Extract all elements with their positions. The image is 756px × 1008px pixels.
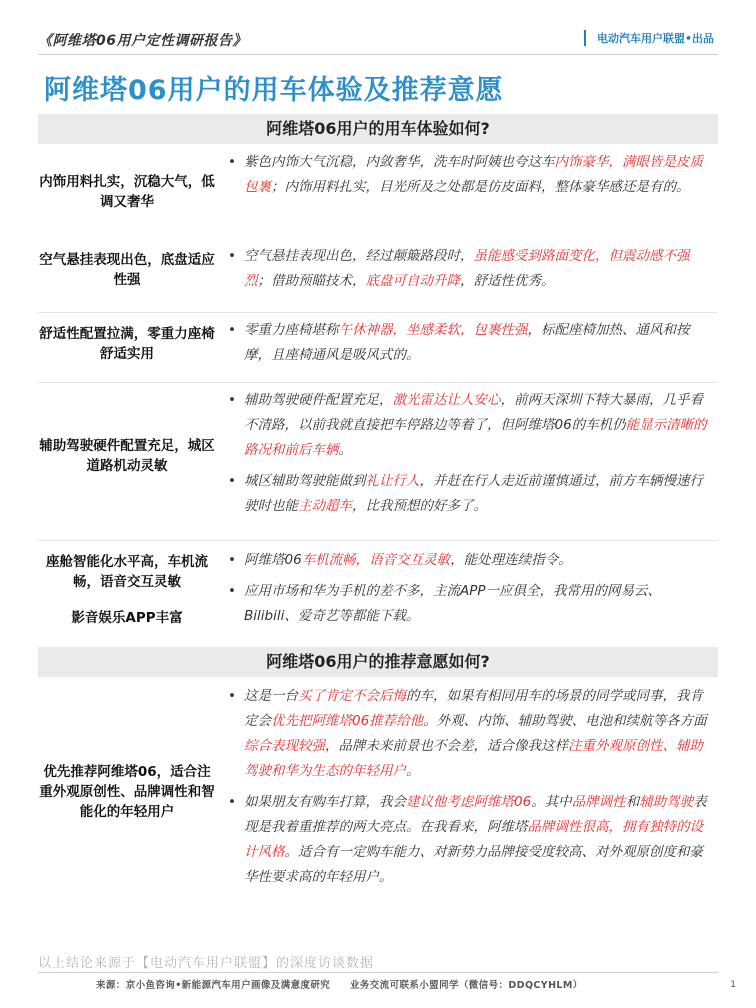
body-text: 零重力座椅堪称: [244, 322, 339, 338]
row-body: [228, 548, 708, 635]
section-experience-header: 阿维塔06用户的用车体验如何?: [38, 114, 718, 144]
footer-rule: [38, 972, 718, 973]
body-text: 的车，如果有相同用车的场景的同学或同事，我肯定会: [244, 688, 703, 729]
body-text: 表现是我着重推荐的两大亮点。在我看来，阿维塔: [244, 794, 707, 835]
row-divider: [38, 382, 718, 383]
bullet-item: [228, 318, 708, 368]
highlight-text: 虽能感受到路面变化，但震动感不强烈: [244, 248, 690, 289]
body-text: ，能处理连续指令。: [450, 552, 572, 568]
body-text: ，舒适性优秀。: [460, 273, 555, 289]
highlight-text: 底盘可自动升降: [365, 273, 460, 289]
bullet-item: [228, 579, 708, 629]
body-text: 。适合有一定购车能力、对新势力品牌接受度较高、对外观原创度和豪华性要求高的年轻用户。: [244, 844, 703, 885]
highlight-text: 优先把阿维塔06推荐给他: [271, 713, 424, 729]
body-text: 如果朋友有购车打算，我会: [244, 794, 406, 810]
report-header: [0, 0, 756, 58]
body-text: 辅助驾驶硬件配置充足，: [244, 392, 393, 408]
row-body: [228, 684, 708, 896]
tag-divider: [584, 30, 586, 46]
row-interior: [38, 150, 718, 240]
page-title: 阿维塔06用户的用车体验及推荐意愿: [44, 75, 504, 106]
row-adas: [38, 388, 718, 538]
footer-source: 来源：京小鱼咨询•新能源汽车用户画像及满意度研究 业务交流可联系小盟同学（微信号：DDQCYHLM）: [96, 980, 583, 991]
body-text: ，前两天深圳下特大暴雨，几乎看不清路，以前我就直接把车停路边等着了，但阿维塔06的车机仍: [244, 392, 703, 433]
body-text: 城区辅助驾驶能做到: [244, 473, 366, 489]
body-text: 应用市场和华为手机的差不多，主流APP一应俱全，我常用的网易云、Bilibili、爱奇艺等都能下载。: [244, 583, 662, 624]
highlight-text: 激光雷达让人安心: [392, 392, 501, 408]
page-number: 1: [730, 980, 736, 990]
row-body: [228, 318, 708, 374]
highlight-text: 主动超车: [298, 498, 352, 514]
row-label: 座舱智能化水平高，车机流畅，语音交互灵敏: [46, 554, 208, 590]
body-text: ，并赶在行人走近前谨慎通过，前方车辆慢速行驶时也能: [244, 473, 703, 514]
row-cockpit: [38, 548, 718, 640]
highlight-text: 品牌调性很高，拥有独特的设计风格: [244, 819, 703, 860]
body-text: 和: [625, 794, 640, 810]
highlight-text: 礼让行人: [365, 473, 420, 489]
highlight-text: 建议他考虑阿维塔06: [406, 794, 532, 810]
highlight-text: 注重外观原创性、辅助驾驶和华为生态的年轻用户: [244, 738, 703, 779]
body-text: ，品牌未来前景也不会差，适合像我这样: [325, 738, 568, 754]
bullet-item: [228, 684, 708, 784]
body-text: 。: [406, 763, 420, 779]
row-comfort: [38, 318, 718, 380]
row-divider: [38, 540, 718, 541]
header-rule: [38, 54, 718, 55]
row-body: [228, 244, 708, 300]
body-text: 空气悬挂表现出色，经过颠簸路段时，: [244, 248, 474, 264]
row-body: [228, 388, 708, 525]
body-text: 这是一台: [244, 688, 298, 704]
report-title: 《阿维塔06用户定性调研报告》: [38, 33, 247, 49]
bullet-item: [228, 790, 708, 890]
row-label: 空气悬挂表现出色，底盘适应性强: [39, 252, 215, 288]
highlight-text: 品牌调性: [571, 794, 626, 810]
row-label-secondary: 影音娱乐APP丰富: [71, 610, 183, 626]
highlight-text: 内饰豪华，满眼皆是皮质包裹: [244, 154, 703, 195]
body-text: ，比我预想的好多了。: [352, 498, 487, 514]
bullet-item: [228, 548, 708, 573]
bullet-item: [228, 150, 708, 200]
row-label: 优先推荐阿维塔06，适合注重外观原创性、品牌调性和智能化的年轻用户: [39, 764, 215, 820]
highlight-text: 辅助驾驶: [639, 794, 694, 810]
body-text: ；内饰用料扎实，目光所及之处都是仿皮面料，整体豪华感还是有的。: [271, 179, 690, 195]
source-note: 以上结论来源于【电动汽车用户联盟】的深度访谈数据: [38, 956, 375, 971]
highlight-text: 综合表现较强: [244, 738, 325, 754]
body-text: 。: [338, 442, 352, 458]
bullet-item: [228, 469, 708, 519]
row-label: 内饰用料扎实，沉稳大气，低调又奢华: [39, 174, 215, 210]
body-text: 紫色内饰大气沉稳，内敛奢华，洗车时阿姨也夸这车: [244, 154, 555, 170]
row-body: [228, 150, 708, 206]
body-text: 。外观、内饰、辅助驾驶、电池和续航等各方面: [423, 713, 707, 729]
row-recommend: [38, 684, 718, 934]
section-recommend-header: 阿维塔06用户的推荐意愿如何?: [38, 647, 718, 677]
bullet-item: [228, 244, 708, 294]
bullet-item: [228, 388, 708, 463]
highlight-text: 午休神器，坐感柔软，包裹性强: [338, 322, 528, 338]
publisher-tag: 电动汽车用户联盟•出品: [596, 32, 714, 45]
row-label: 舒适性配置拉满，零重力座椅舒适实用: [39, 326, 215, 362]
body-text: 。其中: [531, 794, 572, 810]
highlight-text: 买了肯定不会后悔: [298, 688, 406, 704]
highlight-text: 车机流畅，语音交互灵敏: [301, 552, 451, 568]
row-divider: [38, 312, 718, 313]
body-text: 阿维塔06: [244, 552, 302, 568]
body-text: ，标配座椅加热、通风和按摩，且座椅通风是吸风式的。: [244, 322, 690, 363]
highlight-text: 能显示清晰的路况和前后车辆: [244, 417, 707, 458]
row-label: 辅助驾驶硬件配置充足，城区道路机动灵敏: [39, 438, 215, 474]
row-suspension: [38, 244, 718, 306]
body-text: ；借助预瞄技术，: [257, 273, 366, 289]
